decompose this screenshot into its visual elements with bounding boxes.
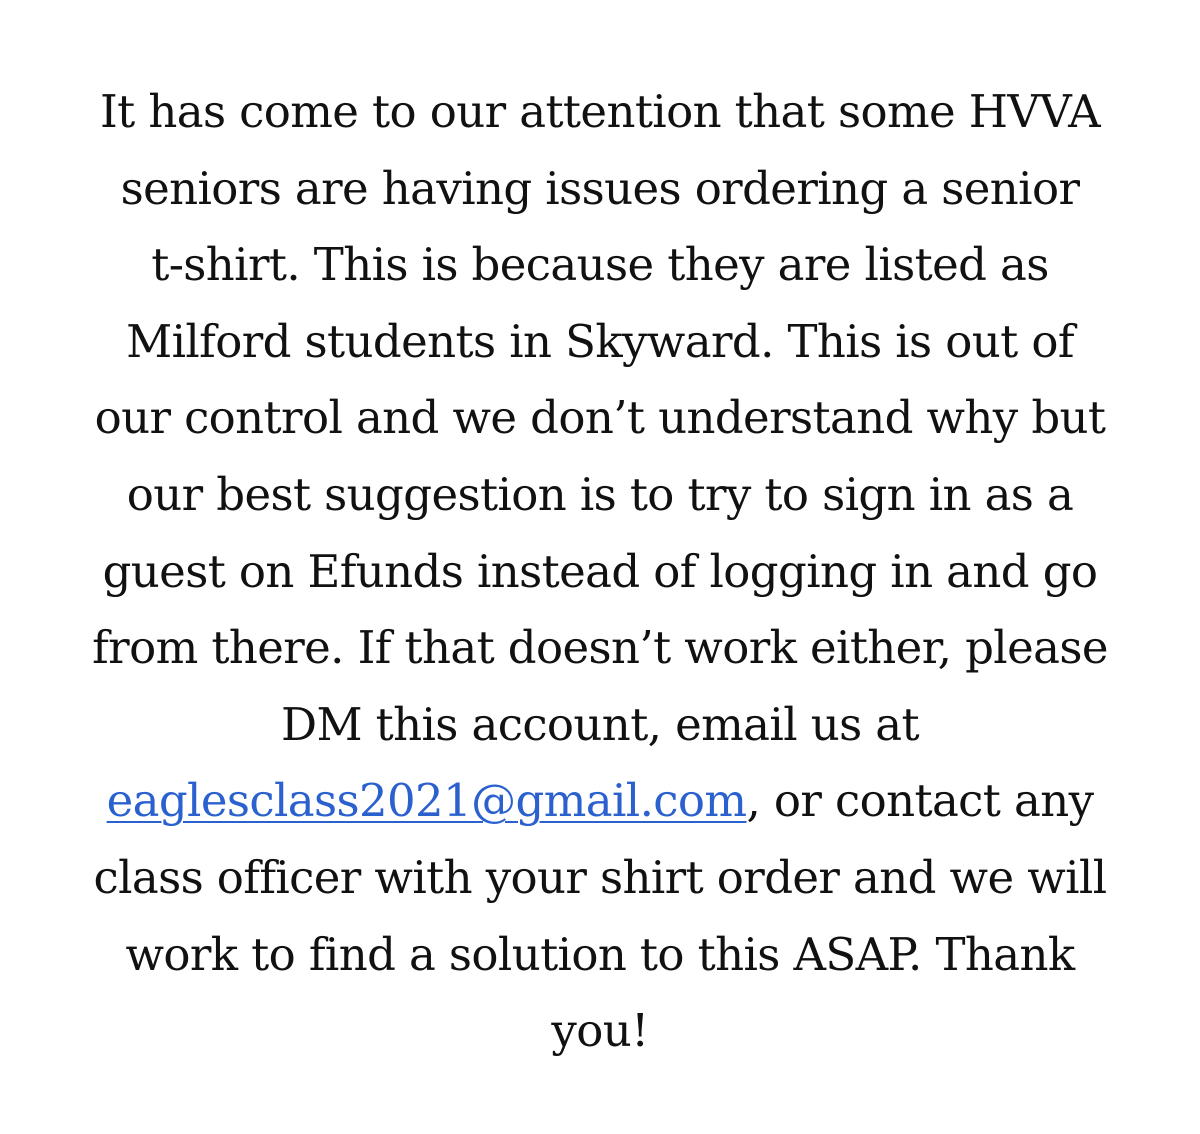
notice-line: class officer with your shirt order and we will — [93, 850, 1107, 904]
email-link[interactable]: eaglesclass2021@gmail.com — [106, 774, 747, 828]
notice-line: our control and we don’t understand why but — [94, 391, 1106, 445]
notice-line: guest on Efunds instead of logging in and go — [102, 544, 1098, 598]
notice-line: our best suggestion is to try to sign in as a — [126, 467, 1074, 521]
notice-line: It has come to our attention that some HVVA — [99, 85, 1101, 138]
notice-line: t-shirt. This is because they are listed as — [151, 238, 1049, 292]
notice-line: seniors are having issues ordering a senior — [120, 161, 1080, 215]
notice-line: you! — [551, 1004, 649, 1058]
notice-line: work to find a solution to this ASAP. Thank — [125, 927, 1075, 981]
email-trailing-text: , or contact any — [746, 774, 1094, 828]
notice-line: DM this account, email us at — [280, 697, 919, 751]
notice-text-block — [40, 74, 1160, 1070]
notice-line-with-email — [40, 763, 1160, 840]
notice-line: Milford students in Skyward. This is out of — [126, 314, 1074, 368]
notice-line: from there. If that doesn’t work either, please — [92, 621, 1108, 675]
